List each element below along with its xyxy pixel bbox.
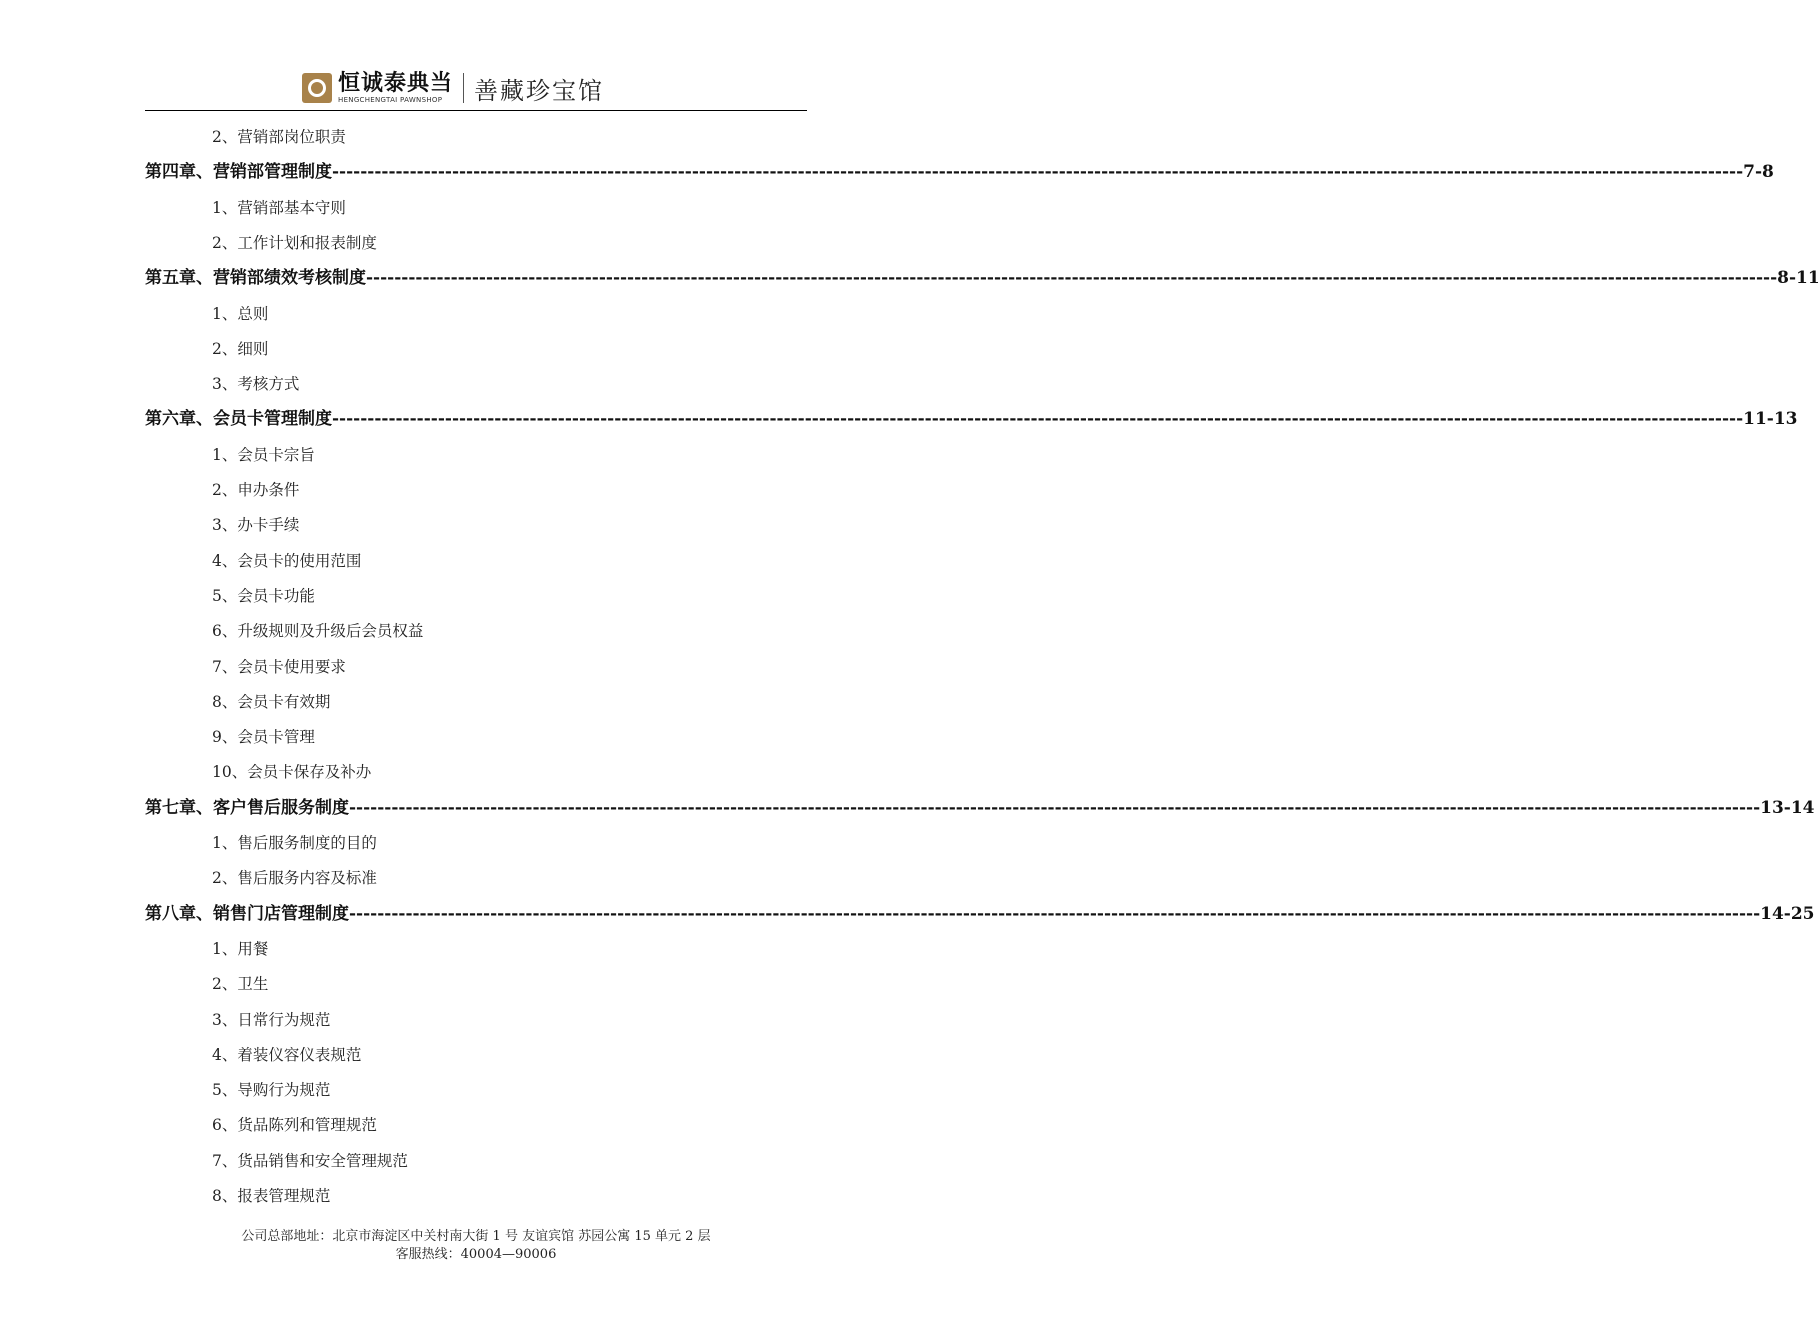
toc-chapter-row [145,261,1820,296]
footer-address: 公司总部地址：北京市海淀区中关村南大街 1 号 友谊宾馆 苏园公寓 15 单元 2 层 [241,1229,711,1244]
pawnshop-logo-icon [302,73,332,103]
toc-section-item: 2、申办条件 [212,481,300,499]
toc-section-item: 7、货品销售和安全管理规范 [212,1151,408,1170]
toc-section-item: 1、用餐 [212,939,269,958]
toc-leader-dashes: -------------------------------------------------------------------------------------------------------------------------------------------------------------------------------------------------------- [332,409,1744,430]
toc-section-item: 4、着装仪容仪表规范 [212,1045,362,1064]
toc-section-item: 5、导购行为规范 [212,1081,331,1100]
toc-leader-dashes: -------------------------------------------------------------------------------------------------------------------------------------------------------------------------------------------------------- [332,162,1744,183]
toc-leader-dashes: -------------------------------------------------------------------------------------------------------------------------------------------------------------------------------------------------------- [349,797,1761,818]
toc-section-item: 3、办卡手续 [212,516,300,535]
toc-leader-dashes: -------------------------------------------------------------------------------------------------------------------------------------------------------------------------------------------------------- [349,903,1761,924]
page-footer [145,1228,807,1264]
toc-chapter-title: 第七章、客户售后服务制度 [145,797,349,818]
header-rule [145,110,807,111]
toc-section-item: 7、会员卡使用要求 [212,657,346,676]
toc-section-item: 2、细则 [212,339,269,358]
toc-section-item: 9、会员卡管理 [212,728,315,747]
toc-chapter-title: 第四章、营销部管理制度 [145,162,332,183]
footer-hotline: 客服热线：40004—90006 [395,1247,557,1262]
toc-page-range: 11-13 [1743,409,1798,430]
toc-chapter-row [145,155,1774,190]
toc-section-item: 6、升级规则及升级后会员权益 [212,622,424,641]
toc-section-item: 1、总则 [212,304,269,323]
toc-section-item: 3、日常行为规范 [212,1010,331,1029]
logo-divider [463,73,464,103]
logo-chinese-name: 恒诚泰典当 [338,70,454,96]
toc-section-item: 1、会员卡宗旨 [212,445,315,464]
toc-section-item: 6、货品陈列和管理规范 [212,1116,377,1135]
toc-page-range: 8-11 [1777,268,1820,289]
toc-section-item: 2、卫生 [212,975,269,994]
toc-page-range: 14-25 [1760,903,1815,924]
toc-chapter-row [145,791,1815,826]
toc-page-range: 13-14 [1760,797,1815,818]
toc-chapter-title: 第八章、销售门店管理制度 [145,903,349,924]
toc-section-item: 3、考核方式 [212,375,300,394]
calligraphy-brand: 善藏珍宝馆 [474,76,605,105]
toc-page-range: 7-8 [1743,162,1774,183]
toc-chapter-title: 第五章、营销部绩效考核制度 [145,268,366,289]
toc-section-item: 4、会员卡的使用范围 [212,551,362,570]
toc-section-item: 8、报表管理规范 [212,1187,331,1205]
page-header [145,64,807,112]
toc-section-item: 2、工作计划和报表制度 [212,233,377,252]
toc-chapter-row [145,402,1798,437]
toc-section-item: 2、营销部岗位职责 [212,128,346,146]
toc-section-item: 10、会员卡保存及补办 [212,763,372,782]
logo-group [302,68,604,108]
toc-section-item: 2、售后服务内容及标准 [212,869,377,888]
toc-chapter-row [145,897,1815,932]
logo-english-name: HENGCHENGTAI PAWNSHOP [338,95,443,104]
toc-leader-dashes: -------------------------------------------------------------------------------------------------------------------------------------------------------------------------------------------------------- [366,268,1778,289]
logo-text [338,72,453,105]
toc-section-item: 1、营销部基本守则 [212,198,346,217]
toc-section-item: 1、售后服务制度的目的 [212,834,377,852]
toc-section-item: 8、会员卡有效期 [212,692,331,711]
toc-chapter-title: 第六章、会员卡管理制度 [145,409,332,430]
toc-section-item: 5、会员卡功能 [212,586,315,605]
